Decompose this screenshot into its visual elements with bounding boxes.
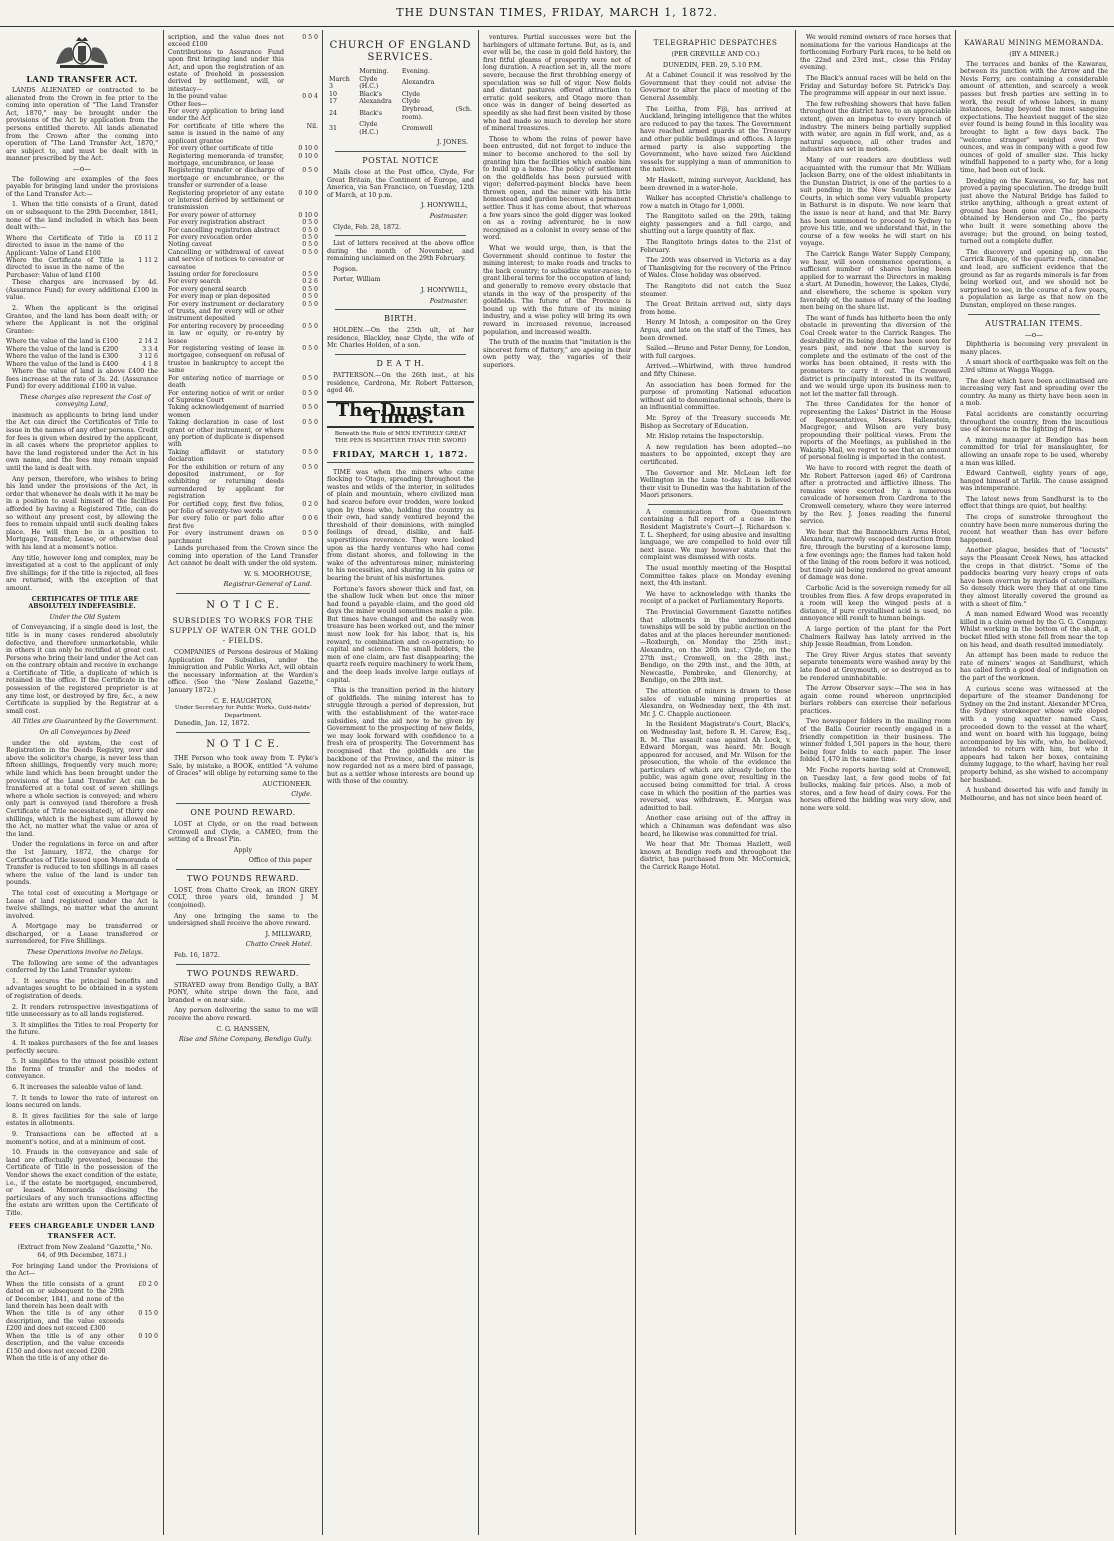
paragraph: This is the transition period in the history of goldfields. The mining interest has to struggle through a period of depression, but with the establishment of the water-race subsidies, and the aid now to be given by Government to the prospecting of new fields, we may look forward with confidence to a fresh era of prosperity. The Government has recognised that the goldfields are the backbone of the Province, and the miner is now regarded not as a mere bird of passage, but as a settler whose interests are bound up with those of the country. xyxy=(327,687,474,786)
fee-amount: Nil. xyxy=(306,122,318,130)
fee-amount: 0 5 0 xyxy=(302,389,318,397)
fee-label: When the title is of any other description, and the value exceeds £150 and does not exceed £200 xyxy=(6,1332,124,1355)
news-item: The three Candidates for the honor of representing the Lakes' District in the House of Representatives, Messrs. Hallenstein, Macgregor, and Wilson are very busy propounding their political views. From the reports of the Meetings, as published in the Wakatip Mail, we regret to see that an amount of personal feeling is imported in the contest. xyxy=(800,401,951,462)
signature: C. E. HAUGHTON, xyxy=(213,697,273,705)
fee-label: Noting caveat xyxy=(168,241,213,249)
notice-title: SUBSIDIES TO WORKS FOR THE SUPPLY OF WATER ON THE GOLD - FIELDS. xyxy=(169,616,317,645)
fee-label: Where the value of the land is £200 xyxy=(6,345,119,353)
fee-amount: 0 5 0 xyxy=(302,167,318,175)
fee-label: For entering notice of marriage or death xyxy=(168,374,284,390)
list-item: 7. It tends to lower the rate of interest on loans secured on lands. xyxy=(6,1094,158,1110)
list-item: Porter, William xyxy=(333,276,381,284)
paragraph: The total cost of executing a Mortgage or Lease of land registered under the Act is twelve shillings, no matter what the amount involved. xyxy=(6,889,158,920)
royal-arms-icon xyxy=(52,36,112,70)
paragraph: STRAYED away from Bendigo Gully, a BAY PONY, white stripe down the face, and branded ∞ on near side. xyxy=(168,981,318,1004)
paragraph: Where the value of land is above £400 the fees increase at the rate of 3s. 2d. (Assurance Fund) for every additional £100 in value. xyxy=(6,367,158,391)
notice-heading: D E A T H. xyxy=(376,359,425,369)
signature-place: Clyde. xyxy=(291,790,312,799)
signature-title: Under Secretary for Public Works, Gold-fields' Department. xyxy=(174,705,312,719)
news-item: The Rangitoto did not catch the Suez steamer. xyxy=(640,283,791,298)
news-item: Mr. Sprey of the Treasury succeeds Mr. Bishop as Secretary of Education. xyxy=(640,414,791,430)
fee-label: For every folio or part folio after first five xyxy=(168,515,284,530)
subheading: These Operations involve no Delays. xyxy=(26,949,144,957)
column-rule xyxy=(955,30,956,1535)
news-item: The Black's annual races will be held on the Friday and Saturday before St. Patrick's Day. The programme will appear in our next issue. xyxy=(800,74,951,98)
news-item: An attempt has been made to reduce the rate of miners' wages at Sandhurst, which has called forth a good deal of indignation on the part of the workmen. xyxy=(960,652,1108,682)
fee-label: For every instrument drawn on parchment xyxy=(168,530,284,545)
column-rule xyxy=(163,30,164,1535)
paragraph: Any title, however long and complex, may be investigated at a cost to the applicant of only five shillings; for if the title is rejected, all fees are returned, with the exception of that amount. xyxy=(6,554,158,592)
signature: AUCTIONEER. xyxy=(262,779,312,788)
paragraph: ventures. Partial successes were but the harbingers of ultimate fortune. But, as is, and ever will be, the case in gold field history, the first fitful gleams of prosperity were not of long duration. A reaction set in, all the more severe, because the first throbbing energy of speculation was so full of vigor. New fields and distant pastures offered attraction to erratic gold seekers, and Otago more than once was in danger of being deserted as speedily as she had first been visited by those who had made so much to develop her store of mineral treasures. xyxy=(483,34,631,133)
table-header: Morning. xyxy=(359,68,389,75)
news-item: Mr. Hislop retains the Inspectorship. xyxy=(646,433,764,441)
table-cell: 24 xyxy=(329,109,338,117)
paragraph: HOLDEN.—On the 25th ult, at her residence, Blackley, near Clyde, the wife of Mr. Charles Holden, of a son. xyxy=(327,327,474,350)
news-item: We have to record with regret the death of Mr. Robert Patterson (aged 46) of Cardrona after a protracted and afflictive illness. The remains were escorted by a numerous cavalcade of horsemen from Cardrona to the Cromwell cemetery, where they were interred by the Rev. J. Jones reading the funeral service. xyxy=(800,465,951,526)
fee-label: scription, and the value does not exceed £100 xyxy=(168,34,284,49)
paragraph: What we would urge, then, is that the Government should continue to foster the mining interest; to make roads and tracks to the back country; to subsidize water-races; to grant liberal terms for the occupation of land; and generally to remove every obstacle that stands in the way of the prosperity of the goldfields. The future of the Province is bound up with the future of its mining industry, and a wise policy will bring its own reward in increased revenue, increased population, and increased wealth. xyxy=(483,245,631,336)
signature-title: Postmaster. xyxy=(429,211,468,220)
fee-label: For entering recovery by proceeding in law or equity, or re-entry by lessee xyxy=(168,322,284,345)
fee-amount: 0 0 4 xyxy=(302,93,318,101)
paragraph: inasmuch as applicants to bring land under the Act can direct the Certificates of Title to issue in the names of any other persons. Credit for fees is given when desired by the applicant, in all cases where the proprietor applies to have the land registered under the Act in his own name, and the fees may remain unpaid until the land is dealt with. xyxy=(6,411,158,473)
fee-amount xyxy=(284,101,318,108)
news-item: A new regulation has been adopted—no masters to be appointed, except they are certificated. xyxy=(640,443,791,466)
paragraph: LANDS ALIENATED or contracted to be alienated from the Crown in fee prior to the coming into operation of "The Land Transfer Act, 1870," may be brought under the provisions of the Act by application from the persons entitled thereto. All lands alienated from the Crown after the coming into operation of "The Land Transfer Act, 1870," are subject to, and must be dealt with in manner prescribed by the Act. xyxy=(6,87,158,163)
paragraph: Mails close at the Post office, Clyde, For Great Britain, the Continent of Europe, and America, via San Francisco, on Tuesday, 12th of March, at 10 p.m. xyxy=(327,168,474,199)
column-telegraphic xyxy=(640,34,791,1534)
news-item: Diphtheria is becoming very prevalent in many places. xyxy=(960,341,1108,356)
paragraph: The following are examples of the fees payable for bringing land under the provisions of the Land Transfer Act:— xyxy=(6,175,158,198)
fee-label: When the title is of any other description, and the value exceeds £200 and does not exceed £300 xyxy=(6,1310,124,1333)
fee-label: Where the Certificate of Title is directed to issue in the name of the Applicant: Value of Land £100 xyxy=(6,234,124,257)
table-cell: 31 xyxy=(329,124,338,132)
news-item: The usual monthly meeting of the Hospital Committee takes place on Monday evening next, the 4th instant. xyxy=(640,565,791,588)
notice-heading: TWO POUNDS REWARD. xyxy=(187,873,299,883)
paragraph: Fortune's favors shower thick and fast, on the shallow luck when but once the miner had found a payable claim, and the good old days the miner would sometimes make a pile. But times have changed and the easily won treasure has been worked out, and the miner must now look for his labor, that is, his reward, to combination and co-operation; to capital and science. The small holders, the men of one claim, are fast disappearing; the quartz reefs require machinery to work them, and the deep leads involve large outlays of capital. xyxy=(327,585,474,684)
fee-amount: 0 5 0 xyxy=(302,419,318,427)
paragraph: Those to whom the reins of power have been entrusted, did not forget to induce the miner to become anchored to the soil by granting him the facilities which enable him to build up a home. The policy of settlement on the goldfields has been pursued with vigor; deferred-payment blocks have been thrown open, and the miner with his little homestead and garden becomes a permanent settler. Thus it has come about, that whereas a few years since the gold digger was looked on as a roving adventurer, he is now recognised as a colonist in every sense of the word. xyxy=(483,135,631,242)
list-item: 6. It increases the saleable value of land. xyxy=(12,1083,143,1091)
paragraph: The discovery and opening up, on the Carrick Range, of the quartz reefs, cinnabar, and lead, are sufficient evidence that the ground as far as regards minerals is far from being worked out, and we should not be surprised to see, in the course of a few years, a population as large as that now on the Dunstan, employed on these ranges. xyxy=(960,248,1108,309)
fee-amount: 0 5 0 xyxy=(302,530,318,538)
fee-amount: 0 5 0 xyxy=(302,241,318,249)
list-item: 4. It makes purchasers of the fee and leases perfectly secure. xyxy=(6,1040,158,1055)
news-item: We would remind owners of race horses that nominations for the various Handicaps at the forthcoming Forbury Park races, to be held on the 22nd and 23rd inst., close this Friday evening. xyxy=(800,34,951,72)
news-item: The 20th was observed in Victoria as a day of Thanksgiving for the recovery of the Prince of Wales. Close holiday was observed. xyxy=(640,257,791,280)
motto: Beneath the Rule of MEN ENTIRELY GREAT THE PEN IS MIGHTIER THAN THE SWORD xyxy=(334,431,467,444)
fee-label: For every revocation order xyxy=(168,233,253,241)
news-item: A man named Edward Wood was recently killed in a claim owned by the G. G. Company. Whilst working in the bottom of the shaft, a bucket filled with stone fell from near the top on his head, and death resulted immediately. xyxy=(960,611,1108,649)
news-item: Mr Haskett, mining surveyor, Auckland, has been drowned in a water-hole. xyxy=(640,176,791,192)
fee-amount: 0 10 0 xyxy=(298,211,318,219)
table-cell: Cromwell xyxy=(401,124,433,132)
table-cell: March 3 xyxy=(329,75,350,91)
news-item: The Rangitoto sailed on the 29th, taking eighty passengers and a full cargo, and shutting out a large quantity of flax. xyxy=(640,213,791,236)
fee-amount: 0 5 0 xyxy=(302,34,318,41)
notice-heading: N O T I C E. xyxy=(206,600,280,611)
fee-label: Taking declaration in case of lost grant or other instrument, or where any portion of duplicate is dispensed with xyxy=(168,419,284,449)
paragraph: The following are some of the advantages conferred by the Land Transfer system: xyxy=(6,959,158,975)
news-item: A curious scene was witnessed at the departure of the steamer Dandenong for Sydney on the 2nd instant. Alexander M'Crea, the Sydney storekeeper whose wife eloped with a young squatter named Cass, proceeded down to the vessel at the wharf, and went on board with his luggage, being accompanied by his wife, who, he believed, intended to return with him, but who it appears had taken her boxes, containing dummy luggage, to the wharf, having her real property behind, as she wished to accompany her husband. xyxy=(960,685,1108,784)
divider: —o— xyxy=(1024,330,1044,339)
dateline: Dunedin, Jan. 12, 1872. xyxy=(174,720,250,728)
list-item: 1. It secures the principal benefits and advantages sought to be obtained in a system of registration of deeds. xyxy=(6,977,158,1001)
list-item: 3. It simplifies the Titles to real Property for the future. xyxy=(6,1021,158,1037)
fee-label: Registering memoranda of transfer, mortgage, encumbrance, or lease xyxy=(168,152,284,167)
paragraph: Dredging on the Kawarau, so far, has not proved a paying speculation. The dredge built just above the Natural Bridge has failed to strike anything, although a great extent of ground has been gone over. The prospects obtained by Henderson and Co., the party who built it were something above the average; but the ground, on being tested, turned out a complete duffer. xyxy=(960,177,1108,246)
masthead: THE DUNSTAN TIMES, FRIDAY, MARCH 1, 1872. xyxy=(0,0,1114,27)
signature: W. S. MOORHOUSE, xyxy=(244,569,312,578)
news-item: We have to acknowledge with thanks the receipt of a packet of Parliamentary Reports. xyxy=(640,590,791,606)
paragraph: A Mortgage may be transferred or discharged, or a Lease transferred or surrendered, for Five Shillings. xyxy=(6,923,158,946)
list-item: 2. It renders retrospective investigations of title unnecessary as to all lands registered. xyxy=(6,1003,158,1019)
fee-amount: 0 5 0 xyxy=(302,248,318,256)
subheading: (PER GREVILLE AND CO.) xyxy=(671,50,760,58)
news-item: The Arrow Observer says:—The sea in has again come round whereon unprincipled burlars robbers can exercise their nefarious practices. xyxy=(800,685,951,715)
news-item: Two newspaper folders in the mailing room of the Balla Courier recently engaged in a friendly competition in their business. The winner folded 1,501 papers in the hour, there being four folds to each paper. The loser folded 1,470 in the same time. xyxy=(800,718,951,764)
fee-label: Issuing order for foreclosure xyxy=(168,271,259,278)
news-item: A husband deserted his wife and family in Melbourne, and has not since been heard of. xyxy=(960,787,1108,802)
news-item: The Carrick Range Water Supply Company, we hear, will soon commence operations, a sufficient number of shares having been applied for to warrant the Directors in making a start. At Dunedin, however, the Lakes, Clyde, and elsewhere, the scheme is spoken very favorably of, the names of many of the leading men being on the share list. xyxy=(800,251,951,312)
news-item: The Rangitoto brings dates to the 21st of February. xyxy=(640,239,791,254)
column-fees-notices xyxy=(168,34,318,1534)
table-cell: Alexandra xyxy=(359,98,392,106)
fee-label: When the title consists of a grant dated on or subsequent to the 29th of December, 1841, and none of the land therein has been dealt with xyxy=(6,1280,124,1311)
notice-heading: BIRTH. xyxy=(384,314,417,324)
news-item: Henry M Intosh, a compositor on the Grey Argus, and late on the staff of the Times, has been drowned. xyxy=(640,319,791,342)
apply-label: Apply xyxy=(233,846,253,854)
fee-amount: 0 5 0 xyxy=(302,226,318,234)
signature: J. JONES. xyxy=(437,138,468,147)
fee-amount: 1 11 2 xyxy=(138,256,158,264)
subheading: CERTIFICATES OF TITLE ARE ABSOLUTELY INDEFEASIBLE. xyxy=(28,595,139,611)
fee-label: For every other certificate of title xyxy=(168,145,274,153)
fee-amount: 2 14 2 xyxy=(138,338,158,346)
fee-label: For every general search xyxy=(168,285,247,293)
fee-label: Taking affidavit or statutory declaration xyxy=(168,448,284,464)
signature: J. HONYWILL, xyxy=(420,201,468,210)
fee-amount: 0 15 0 xyxy=(138,1310,158,1318)
news-item: An association has been formed for the purpose of promoting National education without aid to denominational schools, there is an influential committee. xyxy=(640,381,791,412)
news-item: Mr. Foche reports having sold at Cromwell, on Tuesday last, a few good mobs of fat bullocks, making fair prices. Also, a mob of stores, and a few head of dairy cows. For the horses offered the bidding was very slow, and none were sold. xyxy=(800,767,951,812)
fee-amount: 4 1 8 xyxy=(142,360,158,368)
paragraph: List of letters received at the above office during the month of November, and remaining unclaimed on the 29th February. xyxy=(327,240,474,263)
fee-amount: 0 5 0 xyxy=(302,293,318,301)
news-item: Sailed.—Bruno and Peter Denny, for London, with full cargoes. xyxy=(640,345,791,360)
section-title: KAWARAU MINING MEMORANDA. xyxy=(964,39,1104,47)
paragraph: For bringing Land under the Provisions of the Act— xyxy=(6,1262,158,1278)
news-item: The Provincial Government Gazette notifies that allotments in the undermentioned townships will be sold by public auction on the dates and at the places hereunder mentioned:—Roxburgh, on Monday the 25th inst.; Alexandra, on the 26th inst.; Clyde, on the 27th inst.; Cromwell, on the 28th inst.; Bendigo, on the 29th inst., and the 30th, at Newcastle, Pembroke, and Glenorchy, at Bendigo, on the 29th inst. xyxy=(640,609,791,685)
signature-title: Postmaster. xyxy=(429,296,468,305)
fee-amount: £0 11 2 xyxy=(134,234,158,242)
fee-label: For every instrument or declaratory of trusts, and for every will or other instrument deposited xyxy=(168,300,284,323)
news-item: Walker has accepted Christie's challenge to row a match in Otago for 1,000l. xyxy=(640,195,791,210)
column-land-transfer xyxy=(6,34,158,1534)
fee-amount: 0 5 0 xyxy=(302,219,318,227)
column-rule xyxy=(795,30,796,1535)
news-item: The Great Britain arrived out, sixty days from home. xyxy=(640,301,791,316)
signature: Office of this paper xyxy=(248,856,312,865)
news-item: Fatal accidents are constantly occurring throughout the country, from the incautious use of kerosene in the lighting of fires. xyxy=(960,410,1108,434)
fee-label: Where the value of the land is £300 xyxy=(6,353,119,361)
paragraph: The terraces and banks of the Kawarau, between its junction with the Arrow and the Nevis Ferry, are containing a considerable amount of attention, and scarcely a week passes but fresh parties are setting in to work, the result of whose labors, in many instances, being beyond the most sanguine expectations. The heaviest nugget of the size ever found is being found in this locality was brought to light a few days back. The "welcome stranger" weighed over five ounces, and was in company with a good few ounces of gold of smaller size. This lucky windfall happened to a party who, for a long time, had been out of luck. xyxy=(960,60,1108,174)
fee-amount: 0 5 0 xyxy=(302,271,318,278)
notice-heading: POSTAL NOTICE xyxy=(362,155,439,165)
signature: C. G. HANSSEN, xyxy=(216,1025,270,1033)
news-item: A large portion of the plant for the Port Chalmers Railway has lately arrived in the ship Jessie Readman, from London. xyxy=(800,625,951,649)
table-cell: Black's xyxy=(359,90,382,98)
services-table xyxy=(327,68,474,136)
table-cell: Clyde (H.C.) xyxy=(359,121,379,136)
fee-amount: 0 5 0 xyxy=(302,322,318,330)
dateline: Feb. 16, 1872. xyxy=(174,952,220,960)
news-item: The attention of miners is drawn to these sales of valuable mining properties at Alexandra, on Wednesday next, the 4th inst. Mr. J. C. Chapple auctioneer. xyxy=(640,687,791,718)
paragraph: Under the regulations in force on and after the 1st January, 1872, the charge for Certificates of Title issued upon Memoranda of Transfer is reduced to ten shillings in all cases where the value of the land is under ten pounds. xyxy=(6,841,158,887)
table-cell: Clyde (H.C.) xyxy=(359,75,379,91)
table-cell: Drybread, (Sch. room). xyxy=(401,105,472,121)
fee-label: For registering vesting of lease in mortgagee, consequent on refusal of trustee in bankruptcy to accept the same xyxy=(168,345,284,375)
notice-heading: N O T I C E. xyxy=(206,738,280,750)
column-mining-australian xyxy=(960,34,1108,1534)
paragraph: Any person, therefore, who wishes to bring his land under the provisions of the Act, in order that whenever he deals with it he may be in a position to avail himself of the facilities afforded by having a Registered Title, can do so without any present cost, by allowing the fees to remain unpaid until such dealing takes place. He will then be in a position to Mortgage, Transfer, Lease, or otherwise deal with his land at a moment's notice. xyxy=(6,475,158,551)
subheading: Under the Old System xyxy=(49,613,121,621)
fee-label: For every application to bring land under the Act xyxy=(168,108,284,123)
list-item: Pogson. xyxy=(333,265,358,273)
fee-label: Contributions to Assurance Fund upon first bringing land under this Act, and upon the registration of an estate of freehold in possession derived by settlement, will, or intestacy— xyxy=(168,48,284,93)
news-item: Edward Cantwell, eighty years of age, hanged himself at Tarlik. The cause assigned was intemperance. xyxy=(960,470,1108,493)
fee-label: For every search xyxy=(168,278,221,286)
fee-amount: 0 0 6 xyxy=(302,515,318,523)
subheading: (BY A MINER.) xyxy=(1009,50,1059,58)
fee-amount: £0 2 0 xyxy=(138,1280,158,1288)
fee-amount: 0 5 0 xyxy=(302,233,318,241)
paragraph: 2. When the applicant is the original Grantee, and the land has been dealt with; or where the Applicant is not the original Grantee: xyxy=(6,304,158,335)
column-rule xyxy=(635,30,636,1535)
fee-table xyxy=(6,1281,158,1362)
news-item: A communication from Queenstown containing a full report of a case in the Resident Magistrate's Court—J. Richardson v. T. L. Shepherd, for using abusive and insulting language, we are compelled to hold over till next issue. We may however state that the complaint was dismissed with costs. xyxy=(640,508,791,562)
news-item: The crops of sunstroke throughout the country have been more numerous during the recent hot weather than has ever before happened. xyxy=(960,514,1108,544)
dateline: DUNEDIN, FEB. 29, 5.10 P.M. xyxy=(662,60,763,69)
news-item: At a Cabinet Council it was resolved by the Government that they could not advise the Governor to alter the place of meeting of the General Assembly. xyxy=(640,72,791,102)
section-title: LAND TRANSFER ACT. xyxy=(26,74,138,84)
signature-place: Rise and Shine Company, Bendigo Gully. xyxy=(178,1035,312,1044)
fee-amount: 3 3 4 xyxy=(142,345,158,353)
news-item: The Grey River Argus states that seventy separate tenements were washed away by the late flood at Greymouth, or so destroyed as to be rendered uninhabitable. xyxy=(800,651,951,682)
list-item: 8. It gives facilities for the sale of large estates in allotments. xyxy=(6,1112,158,1128)
news-item: Another plague, besides that of "locusts" says the Pleasant Creek News, has attacked the crops in that district. "Some of the paddocks bearing very heavy crops of oats have been overrun by myriads of caterpillars. So densely thick were they that at one time they almost literally covered the ground as with a sheet of film." xyxy=(960,547,1108,608)
fee-amount: 0 5 0 xyxy=(302,404,318,412)
fee-label: Where the value of the land is £100 xyxy=(6,338,119,346)
fee-amount: 0 5 0 xyxy=(302,345,318,353)
news-item: Another case arising out of the affray in which a Chinaman was defendant was also heard, he likewise was committed for trial. xyxy=(640,815,791,838)
subheading: All Titles are Guaranteed by the Government. xyxy=(12,718,158,726)
table-cell: 10 xyxy=(329,90,338,98)
fee-label: For every power of attorney xyxy=(168,211,256,219)
table-header xyxy=(327,68,357,76)
news-item: The want of funds has hitherto been the only obstacle in preventing the diversion of the Coal Creek water to the Carrick Ranges. The desirability of its being done has been seen for years past, and now that the survey is complete and the estimate of the cost of the works has been obtained, it rests with the promoters to carry it out. The Cromwell district is principally interested in its welfare, and we would urge upon its business men to not let the matter fall through. xyxy=(800,314,951,398)
notice-heading: TWO POUNDS REWARD. xyxy=(187,968,299,978)
news-item: The latest news from Sandhurst is to the effect that things are quiet, but healthy. xyxy=(960,495,1108,511)
paragraph: Any one bringing the same to the undersigned shall receive the above reward. xyxy=(168,912,318,928)
paragraph: of Conveyancing, if a single deed is lost, the title is in many cases rendered absolutely defective, and therefore unmarketable, while in others it can only be rectified at great cost. Persons who bring their land under the Act can on the contrary obtain and receive in exchange a Certificate of Title, a duplicate of which is retained in the office. If the Certificate in the possession of the registered proprietor is at any time lost, or destroyed by fire, &c., a new Certificate is supplied by the Registrar at a small cost. xyxy=(6,624,158,715)
fee-label: Registering proprietor of any estate or interest derived by settlement or transmission xyxy=(168,189,284,212)
fee-table xyxy=(168,34,318,545)
section-title: FEES CHARGEABLE UNDER LAND TRANSFER ACT. xyxy=(9,1222,155,1241)
news-item: The few refreshing showers that have fallen throughout the district have, to an appreciable extent, given an impetus to every branch of industry. The miners being partially supplied with water, are again in full work, and, as a natural sequence, all other trades and industries are set in motion. xyxy=(800,100,951,154)
news-item: Many of our readers are doubtless well acquainted with the rumour that Mr. William Jackson Barry, one of the oldest inhabitants in the Dunstan District, is one of the parties to a suit pending in the New South Wales Law Courts, in which some very valuable property in Bathurst is in dispute. We now learn that the issue is near at hand, and that Mr. Barry has been summoned to proceed to Sydney to prove his title, and we understand that, in the course of a few weeks he will start on his voyage. xyxy=(800,156,951,248)
fee-amount: 0 10 0 xyxy=(138,1332,158,1340)
section-title: TELEGRAPHIC DESPATCHES xyxy=(653,38,778,47)
fee-label: For certificate of title where the same is issued in the name of any applicant grantee xyxy=(168,122,284,145)
list-item: 9. Transactions can be effected at a moment's notice, and at a minimum of cost. xyxy=(6,1130,158,1146)
table-cell: Clyde xyxy=(401,90,421,98)
news-item: In the Resident Magistrate's Court, Black's, on Wednesday last, before R. H. Carew, Esq., R. M. The assault case against Ah Lock, v. Edward Morgan, was heard. Mr. Bough appeared for accused, and Mr. Wilson for the prosecution, the whole of the evidence the particulars of which are already before the public, was again gone over, resulting in the accused being committed for trial. A cross case in which the position of the parties was reversed, was withdrawn, E. Morgan was admitted to bail. xyxy=(640,721,791,812)
column-leader-continued xyxy=(483,34,631,1534)
paragraph: TIME was when the miners who came flocking to Otago, spreading throughout the wastes and wilds of the interior, in solitudes of plain and mountain, where civilized man had scarce before ever trodden, were looked upon by those who, holding the country as their own, had sandy ventured beyond the threshold of their dominions, with mingled feelings of dread, dislike, and half-superstitious reverence. They were looked upon as the hardy ventures who had come from distant shores, and following in the wake of the adventurous miner, ministering to his necessities, and sharing in his gains or bearing the brunt of his misfortunes. xyxy=(327,468,474,582)
news-item: The deer which have been acclimatised are increasing very fast and spreading over the country. As many as thirty have been seen in a mob. xyxy=(960,377,1108,408)
news-item: The Governor and Mr. McLean left for Wellington in the Luna to-day. It is believed their visit to Dunedin was the habitation of the Maori prisoners. xyxy=(640,469,791,500)
list-item: 5. It simplifies to the utmost possible extent the forms of transfer and the modes of conveyance. xyxy=(6,1058,158,1081)
fee-label: For every map or plan deposited xyxy=(168,293,271,301)
paragraph: The truth of the maxim that "imitation is the sincerest form of flattery," are apeing in their own petty way, the vagaries of their superiors. xyxy=(483,339,631,369)
subheading: On all Conveyances by Deed xyxy=(39,729,131,737)
newspaper-logo: The Dunstan Times. xyxy=(327,401,474,428)
signature: J. MILLWARD, xyxy=(265,929,312,938)
fee-amount xyxy=(284,108,318,123)
fee-label: Cancelling or withdrawal of caveat and service of notices to caveator or caveatee xyxy=(168,248,284,271)
column-services-leader xyxy=(327,34,474,1534)
fee-amount: 0 5 0 xyxy=(302,374,318,382)
issue-date: FRIDAY, MARCH 1, 1872. xyxy=(327,451,474,463)
fee-amount: 0 5 0 xyxy=(302,300,318,308)
signature-title: Registrar-General of Land. xyxy=(223,580,312,589)
news-item: A mining manager at Bendigo has been committed for trial for manslaughter, for allowing an unsafe rope to be used, whereby a man was killed. xyxy=(960,436,1108,467)
dateline: Clyde, Feb. 28, 1872. xyxy=(333,223,401,231)
news-item: A smart shock of earthquake was felt on the 23rd ultimo at Wagga Wagga. xyxy=(960,359,1108,374)
fee-amount: 0 2 0 xyxy=(302,500,318,508)
paragraph: PATTERSON.—On the 26th inst., at his residence, Cardrona, Mr. Robert Patterson, aged 46. xyxy=(327,372,474,395)
list-item: 10. Frauds in the conveyance and sale of land are effectually prevented, because the Certificate of Title in the possession of the Vendor shows the exact condition of the estate, i.e., if the estate be mortgaged, encumbered, or leased. Memoranda disclosing the particulars of any such transactions affecting the estate are written upon the Certificate of Title. xyxy=(6,1149,158,1217)
fee-label: For the exhibition or return of any deposited instrument, or for exhibiting or returning deeds surrendered by applicant for registration xyxy=(168,463,284,501)
fee-label: For entering notice of writ or order of Supreme Court xyxy=(168,389,284,404)
fee-label: For cancelling registration abstract xyxy=(168,226,280,234)
paragraph: under the old system, the cost of Registration in the Deeds Registry, over and above the solicitor's charge, is never less than fifteen shillings, frequently very much more; while land which has been brought under the provisions of the Land Transfer Act can be transferred at a total cost of seven shillings where a whole section is conveyed; and where only part is conveyed (and therefore a fresh Certificate of Title necessitated), of thirty one shillings, which is the highest sum allowed by the Act, no matter what the value or area of the land. xyxy=(6,739,158,838)
fee-label: In the pound value xyxy=(168,93,227,101)
fee-amount: 0 5 0 xyxy=(302,448,318,456)
fee-amount: 0 10 0 xyxy=(298,145,318,153)
news-item: The Leitha, from Fiji, has arrived at Auckland, bringing intelligence that the whites are reduced to pay the taxes. The Government have reached armed guards at the Treasury and other public buildings and offices. A large armed party is also supporting the Government, who have seized two Auckland vessels for supplying a man of ammunition to the natives. xyxy=(640,105,791,174)
table-cell: Alexandra xyxy=(401,79,435,87)
fee-amount: 0 5 0 xyxy=(302,463,318,471)
fee-table xyxy=(6,235,158,279)
paragraph: Lands purchased from the Crown since the coming into operation of the Land Transfer Act cannot be dealt with under the old system. xyxy=(168,545,318,568)
signature: J. HONYWILL, xyxy=(420,286,468,295)
fee-amount xyxy=(124,1355,158,1362)
notice-heading: ONE POUND REWARD. xyxy=(190,807,296,817)
fee-amount: 0 2 6 xyxy=(302,278,318,286)
fee-label: Where the value of the land is £400 xyxy=(6,360,119,368)
news-item: We hear that Mr. Thomas Hazlett, well known at Bendigo reefs and throughout the district, has purchased from Mr. McCormick, the Carrick Range Hotel. xyxy=(640,841,791,871)
paragraph: LOST, from Chatto Creek, an IRON GREY COLT, three years old, branded J M (conjoined). xyxy=(168,886,318,910)
news-item: Arrived.—Whirlwind, with three hundred and fifty Chinese. xyxy=(640,363,791,378)
fee-label: Registering transfer or discharge of mortgage or encumbrance, or the transfer or surrender of a lease xyxy=(168,167,284,190)
column-local-news xyxy=(800,34,951,1534)
paragraph: LOST at Clyde, or on the road between Cromwell and Clyde, a CAMEO, from the setting of a Breast Pin. xyxy=(168,820,318,844)
fee-amount: 0 10 0 xyxy=(298,152,318,160)
fee-label: Taking acknowledgement of married women xyxy=(168,404,284,419)
paragraph: THE Person who took away from T. Pyke's Sale, by mistake, a BOOK, entitled "A volume of Graces" will oblige by returning same to the xyxy=(168,754,318,778)
paragraph: COMPANIES of Persons desirous of Making Application for Subsidies, under the Immigration and Public Works Act, will obtain the necessary information at the Warden's office. (See the "New Zealand Gazette," January 1872.) xyxy=(168,649,318,694)
section-title: AUSTRALIAN ITEMS. xyxy=(985,318,1083,328)
fee-label: When the title is of any other de- xyxy=(6,1354,110,1362)
table-cell: Black's xyxy=(359,109,382,117)
subheading: (Extract from New Zealand "Gazette," No. 64, of 9th December, 1871.) xyxy=(17,1244,153,1260)
news-item: Carbolic Acid is the sovereign remedy for all troubles from flies. A few drops evaporated in a room will keep the winged pests at a distance, if pure crystallised acid is used, no annoyance will result to human beings. xyxy=(800,584,951,623)
column-rule xyxy=(478,30,479,1535)
section-title: CHURCH OF ENGLAND SERVICES. xyxy=(329,40,472,63)
fee-amount: 3 12 6 xyxy=(138,353,158,361)
fee-label: Other fees— xyxy=(168,100,208,108)
signature-place: Chatto Creek Hotel. xyxy=(245,940,312,949)
fee-table xyxy=(6,338,158,368)
paragraph: These charges are increased by 4d. (Assurance Fund) for every additional £100 in value. xyxy=(6,279,158,302)
paragraph: Any person delivering the same to me will receive the above reward. xyxy=(168,1007,318,1022)
fee-amount xyxy=(284,49,318,93)
fee-label: Where the Certificate of Title is directed to issue in the name of the Purchaser: Value of land £100 xyxy=(6,256,124,279)
table-cell: Clyde xyxy=(401,98,421,106)
table-header: Evening. xyxy=(401,68,430,75)
table-cell: 17 xyxy=(329,98,338,106)
paragraph: 1. When the title consists of a Grant, dated on or subsequent to the 29th December, 1841, none of the land included in which has been dealt with:— xyxy=(6,201,158,232)
fee-amount: 0 10 0 xyxy=(298,189,318,197)
fee-label: For every registration abstract xyxy=(168,219,265,227)
column-rule xyxy=(322,30,323,1535)
news-item: We hear that the Bannockburn Arms Hotel, Alexandra, narrowly escaped destruction from fire, through the bursting of a kerosene lamp, a few evenings ago; the flames had taken hold of the lining of the room before it was noticed, but timely aid being rendered no great amount of damage was done. xyxy=(800,528,951,582)
divider: —o— xyxy=(72,164,92,173)
subheading: These charges also represent the Cost of conveying Land, xyxy=(19,393,151,409)
fee-label: For certified copy, first five folios, per folio of seventy-two words xyxy=(168,500,284,515)
fee-amount: 0 5 0 xyxy=(302,285,318,293)
